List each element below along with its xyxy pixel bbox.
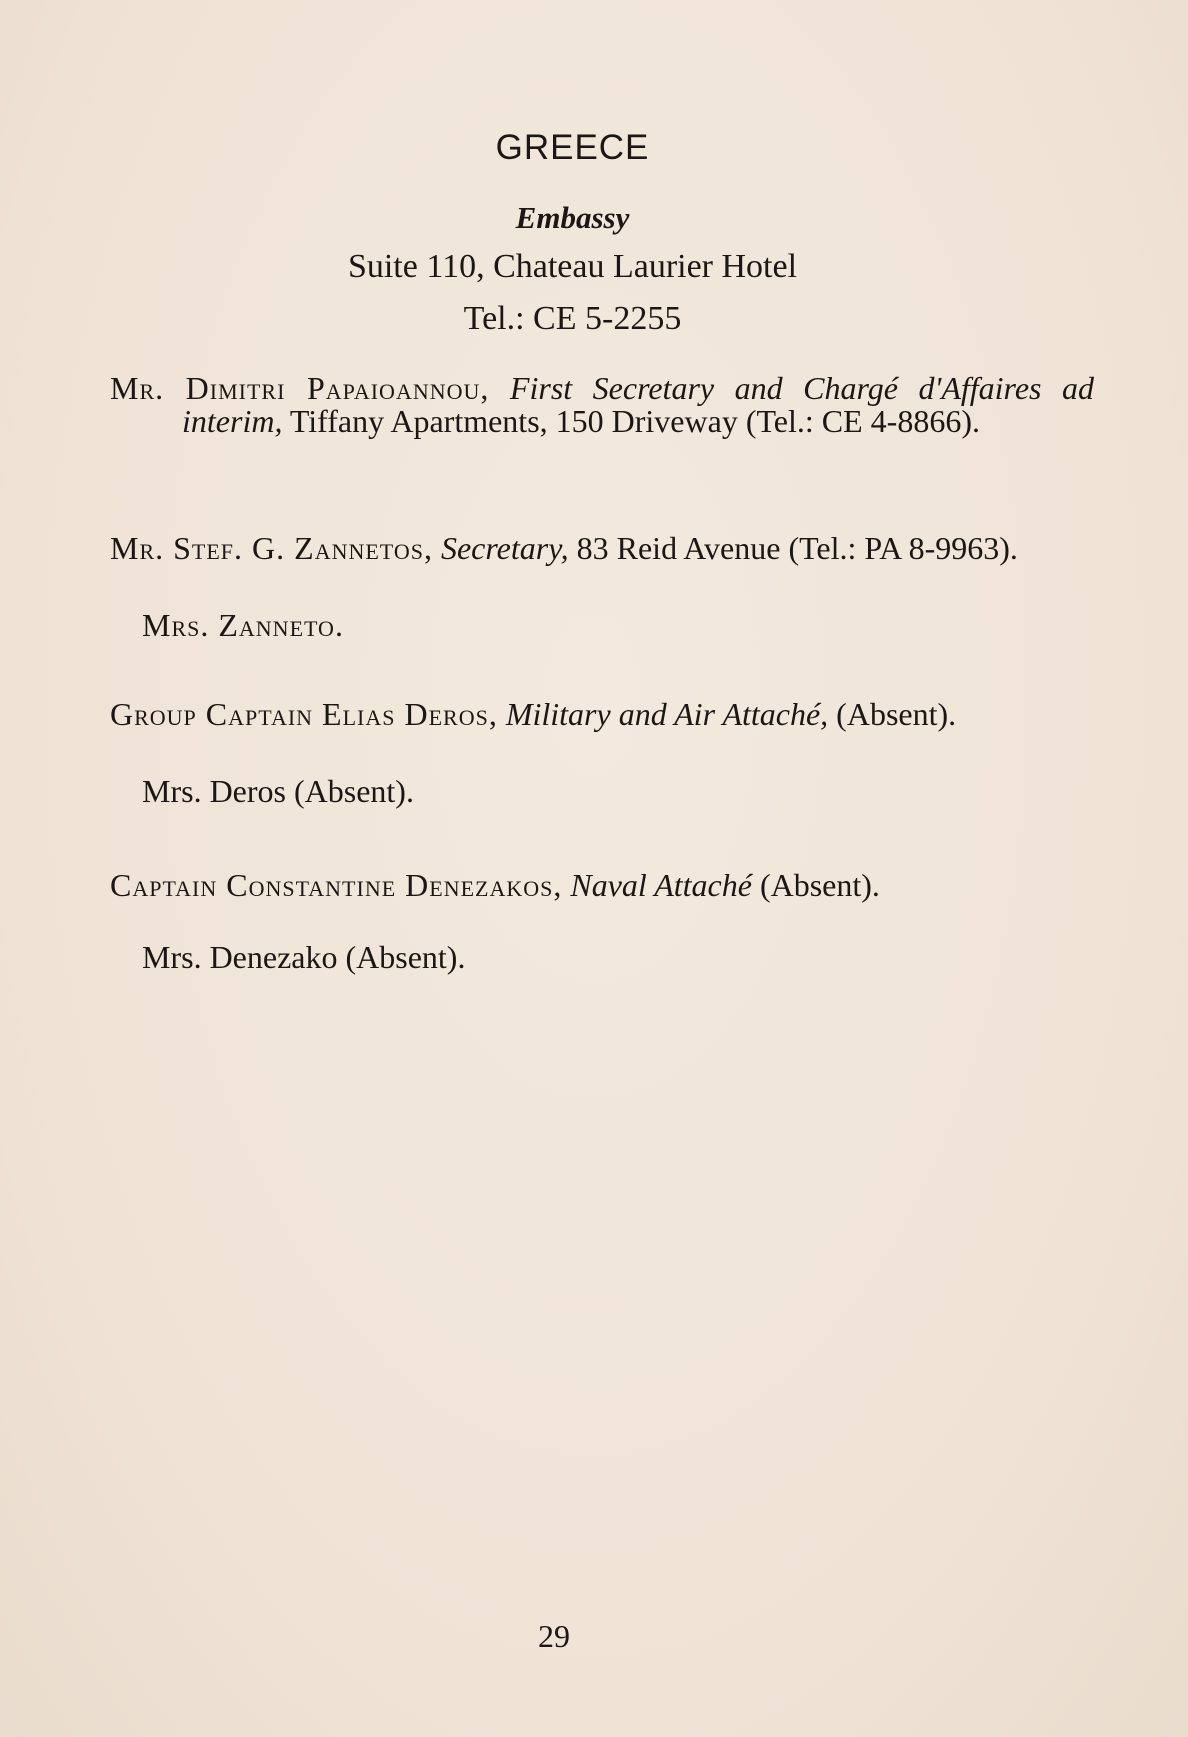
diplomat-name: Group Captain Elias Deros, <box>110 696 498 732</box>
diplomat-entry <box>110 869 1094 902</box>
embassy-address: Suite 110, Chateau Laurier Hotel <box>347 248 798 285</box>
diplomat-entry <box>110 698 1094 731</box>
diplomat-title: First Secretary and Chargé d'Affaires ad interim, <box>182 370 1095 439</box>
diplomat-title: Secretary, <box>440 530 569 566</box>
page-number: 29 <box>538 1618 570 1654</box>
diplomat-title: Military and Air Attaché, <box>505 696 829 732</box>
diplomat-name: Captain Constantine Denezakos, <box>110 867 563 903</box>
spouse-name: Mrs. Zanneto. <box>142 607 344 643</box>
diplomat-title: Naval Attaché <box>570 867 752 903</box>
spouse-name: Mrs. Deros (Absent). <box>142 773 414 809</box>
country-heading: GREECE <box>495 128 650 167</box>
diplomat-details: 83 Reid Avenue (Tel.: PA 8-9963). <box>576 530 1018 566</box>
diplomat-name: Mr. Stef. G. Zannetos, <box>110 530 433 566</box>
diplomat-entry <box>110 532 1094 565</box>
diplomat-details: (Absent). <box>836 696 957 732</box>
office-subheading: Embassy <box>515 200 630 235</box>
diplomat-name: Mr. Dimitri Papaioannou, <box>110 370 490 406</box>
diplomat-details: Tiffany Apartments, 150 Driveway (Tel.: CE 4-8866). <box>289 403 980 439</box>
diplomat-details: (Absent). <box>759 867 880 903</box>
spouse-name: Mrs. Denezako (Absent). <box>142 939 466 975</box>
embassy-telephone: Tel.: CE 5-2255 <box>463 300 682 337</box>
diplomat-entry <box>110 372 1094 438</box>
